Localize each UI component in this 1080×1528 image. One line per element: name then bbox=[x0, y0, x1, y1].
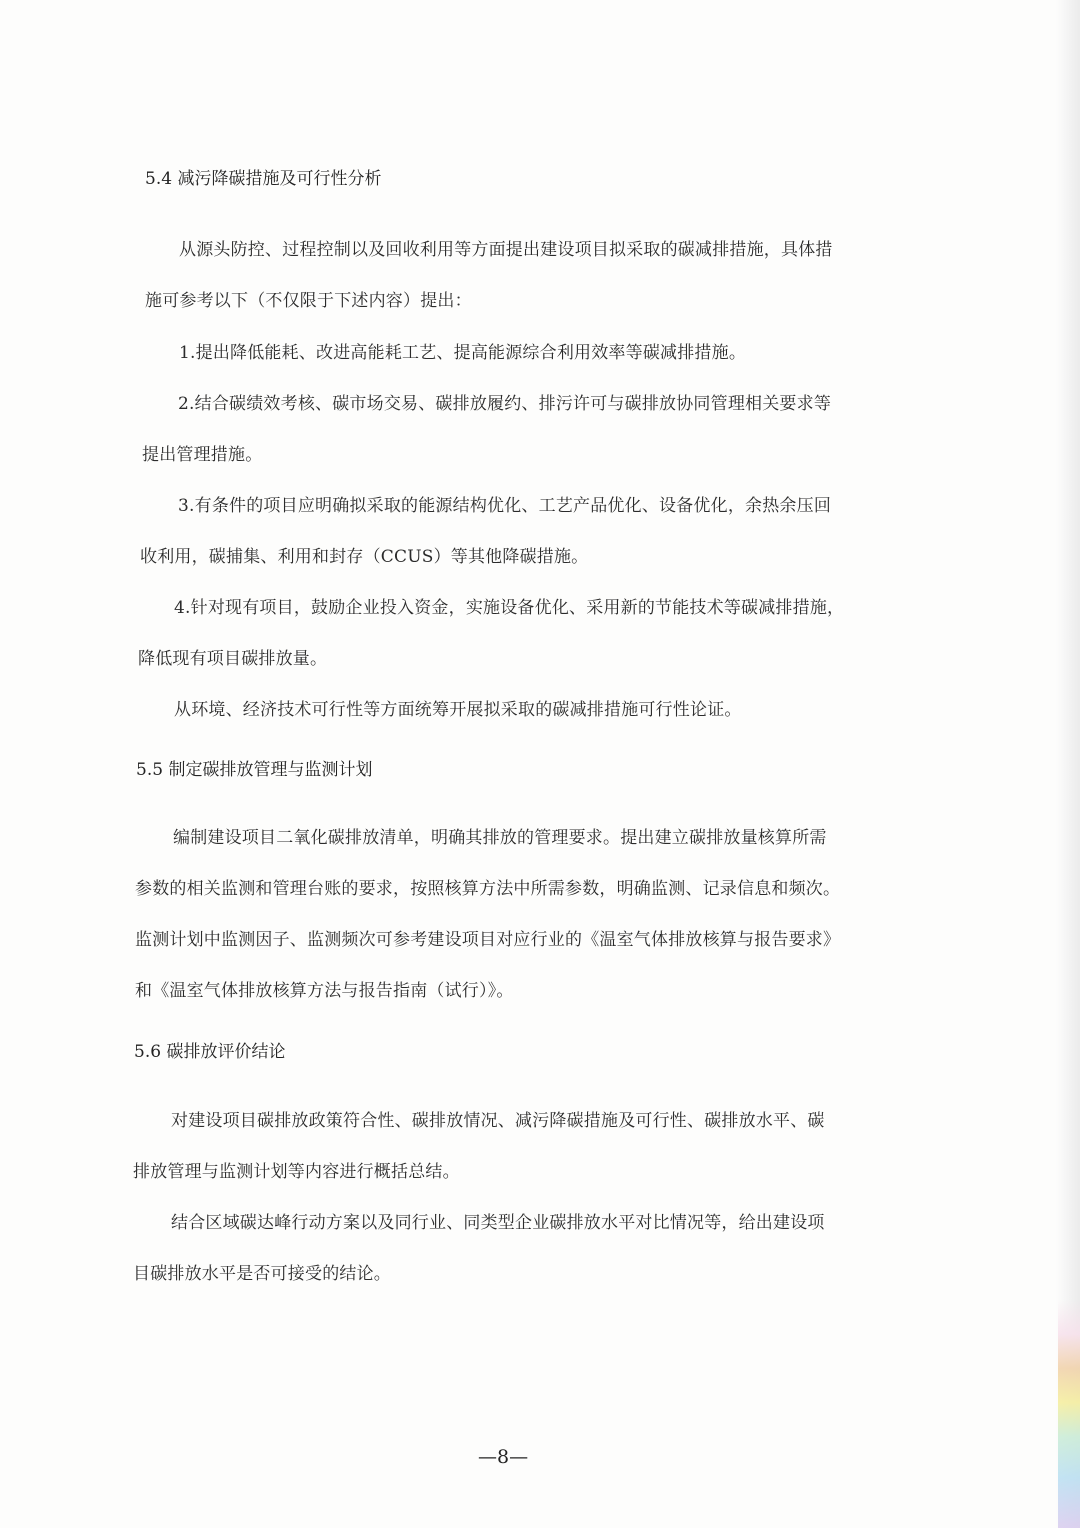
paragraph-line: 参数的相关监测和管理台账的要求，按照核算方法中所需参数，明确监测、记录信息和频次。 bbox=[135, 879, 841, 899]
section-heading-5-5: 5.5 制定碳排放管理与监测计划 bbox=[136, 760, 373, 780]
paragraph bbox=[145, 328, 746, 379]
paragraph-line: 和《温室气体排放核算方法与报告指南（试行）》。 bbox=[135, 981, 514, 1001]
paragraph-line: 排放管理与监测计划等内容进行概括总结。 bbox=[133, 1162, 460, 1182]
paragraph-line: 提出管理措施。 bbox=[142, 445, 263, 465]
paragraph-line: 1.提出降低能耗、改进高能耗工艺、提高能源综合利用效率等碳减排措施。 bbox=[179, 343, 747, 363]
paragraph-line: 对建设项目碳排放政策符合性、碳排放情况、减污降碳措施及可行性、碳排放水平、碳 bbox=[171, 1111, 825, 1131]
paragraph bbox=[142, 379, 831, 481]
page-number: —8— bbox=[478, 1446, 529, 1468]
paragraph-line: 从环境、经济技术可行性等方面统筹开展拟采取的碳减排措施可行性论证。 bbox=[174, 700, 742, 720]
paragraph-line: 收利用，碳捕集、利用和封存（CCUS）等其他降碳措施。 bbox=[140, 547, 589, 567]
paragraph-line: 目碳排放水平是否可接受的结论。 bbox=[133, 1264, 391, 1284]
paragraph-line: 降低现有项目碳排放量。 bbox=[138, 649, 328, 669]
paragraph-line: 施可参考以下（不仅限于下述内容）提出： bbox=[145, 291, 472, 311]
paragraph bbox=[140, 481, 831, 583]
paragraph-line: 从源头防控、过程控制以及回收利用等方面提出建设项目拟采取的碳减排措施，具体措 bbox=[179, 240, 833, 260]
paragraph-line: 编制建设项目二氧化碳排放清单，明确其排放的管理要求。提出建立碳排放量核算所需 bbox=[173, 828, 827, 848]
page-edge-shadow bbox=[1056, 0, 1080, 1528]
paragraph bbox=[138, 583, 844, 685]
paragraph bbox=[133, 1096, 825, 1198]
paragraph-line: 监测计划中监测因子、监测频次可参考建设项目对应行业的《温室气体排放核算与报告要求》 bbox=[135, 930, 841, 950]
section-heading-5-6: 5.6 碳排放评价结论 bbox=[134, 1042, 286, 1062]
paragraph-line: 4.针对现有项目，鼓励企业投入资金，实施设备优化、采用新的节能技术等碳减排措施， bbox=[174, 598, 845, 618]
paragraph-line: 结合区域碳达峰行动方案以及同行业、同类型企业碳排放水平对比情况等，给出建设项 bbox=[171, 1213, 825, 1233]
section-heading-5-4: 5.4 减污降碳措施及可行性分析 bbox=[145, 169, 382, 189]
paragraph bbox=[133, 1198, 825, 1300]
paragraph bbox=[135, 813, 840, 1017]
paragraph-line: 3.有条件的项目应明确拟采取的能源结构优化、工艺产品优化、设备优化，余热余压回 bbox=[178, 496, 832, 516]
paragraph-line: 2.结合碳绩效考核、碳市场交易、碳排放履约、排污许可与碳排放协同管理相关要求等 bbox=[178, 394, 832, 414]
scan-color-artifact bbox=[1058, 1300, 1080, 1528]
paragraph bbox=[145, 225, 833, 327]
paragraph bbox=[138, 685, 742, 736]
